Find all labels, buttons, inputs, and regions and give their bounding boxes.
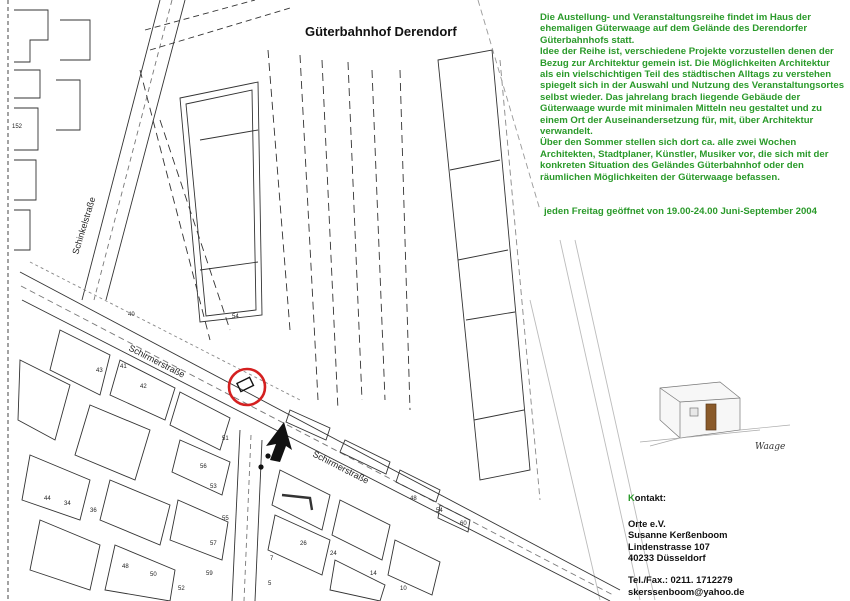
parcel-number: 56 (200, 464, 207, 470)
parcel-number: 48 (410, 496, 417, 502)
parcel-number: 44 (44, 496, 51, 502)
contact-email[interactable]: skerssenboom@yahoo.de (628, 585, 745, 597)
parcel-number: 57 (210, 541, 217, 547)
parcel-number: 50 (150, 572, 157, 578)
map-title: Güterbahnhof Derendorf (305, 24, 457, 39)
sketch-caption: Waage (755, 442, 786, 452)
parcel-number: 40 (128, 312, 135, 318)
contact-heading-initial: K (628, 492, 635, 503)
parcel-number: 54 (436, 508, 443, 514)
parcel-number: 59 (206, 571, 213, 577)
street-label-schinkelstrasse: Schinkelstraße (70, 195, 98, 256)
parcel-number: 53 (210, 484, 217, 490)
parcel-number: 26 (300, 541, 307, 547)
parcel-number: 24 (330, 551, 337, 557)
parcel-number: 152 (12, 124, 23, 130)
contact-org: Orte e.V. (628, 517, 666, 529)
waage-building-sketch (640, 382, 790, 446)
parcel-number: 48 (122, 564, 129, 570)
parcel-number: 43 (96, 368, 103, 374)
parcel-number: 7 (270, 556, 274, 562)
parcel-number: 36 (90, 508, 97, 514)
contact-phone: Tel./Fax.: 0211. 1712279 (628, 573, 733, 585)
contact-city: 40233 Düsseldorf (628, 552, 706, 564)
info-text-block (540, 12, 845, 183)
parcel-number: 34 (64, 501, 71, 507)
info-paragraph: Über den Sommer stellen sich dort ca. alle zwei Wochen Architekten, Stadtplaner, Künstler, Musiker vor, die sich mit der konkreten Situation des Geländes Güterbahnhof oder den räumlichen Möglichkeiten der Güterwaage befassen. (540, 137, 829, 183)
info-paragraph: Idee der Reihe ist, verschiedene Projekte vorzustellen denen der Bezug zur Architektur gemein ist. Die Möglichkeiten Architektur als ein vielschichtigen Teil des städtischen Alltags zu verstehen spiegelt sich in der Auswahl und Nutzung des Veranstaltungsortes selbst wieder. Das jahrelang brach liegende Gebäude der Güterwaage wurde mit minimalen Mitteln neu gestaltet und zu einem Ort der Auseinandersetzung für, mit, über Architektur verwandelt. (540, 46, 845, 138)
info-paragraph: Die Austellung- und Veranstaltungsreihe findet im Haus der ehemaligen Güterwaage auf dem Gelände des Derendorfer Güterbahnhofs statt. (540, 12, 811, 46)
parcel-number: 14 (370, 571, 377, 577)
parcel-number: 10 (400, 586, 407, 592)
parcel-number: 54 (232, 314, 239, 320)
opening-hours: jeden Freitag geöffnet von 19.00-24.00 Juni-September 2004 (544, 206, 817, 217)
contact-heading-rest: ontakt: (634, 492, 667, 503)
contact-heading (628, 492, 744, 504)
parcel-number: 42 (140, 384, 147, 390)
parcel-number: 55 (222, 516, 229, 522)
waage-location-marker (229, 369, 265, 405)
parcel-number: 5 (268, 581, 272, 587)
parcel-number: 51 (222, 436, 229, 442)
parcel-number: 52 (178, 586, 185, 592)
parcel-number: 60 (460, 521, 467, 527)
street-label-schirmerstrasse-west: Schirmerstraße (127, 342, 187, 380)
contact-street: Lindenstrasse 107 (628, 540, 710, 552)
contact-name: Susanne Kerßenboom (628, 529, 728, 541)
parcel-number: 41 (120, 364, 127, 370)
street-label-schirmerstrasse-east: Schirmerstraße (311, 448, 371, 486)
contact-block (628, 492, 744, 597)
